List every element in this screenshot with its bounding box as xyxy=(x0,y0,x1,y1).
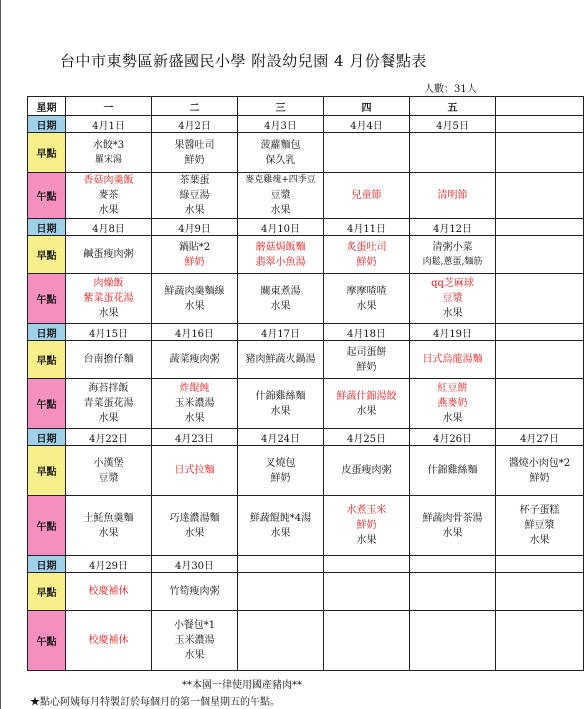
menu-item: 清明節 xyxy=(437,190,468,201)
date-row xyxy=(28,429,584,446)
menu-item: 保久乳 xyxy=(265,154,296,166)
lunch-row xyxy=(28,173,584,219)
menu-item: 水果 xyxy=(356,535,377,546)
snack-row xyxy=(28,133,584,173)
lunch-cell xyxy=(410,173,496,219)
date-cell: 4月1日 xyxy=(66,116,152,133)
snack-row xyxy=(28,446,584,496)
lunch-cell xyxy=(324,379,410,429)
menu-item: 豆漿 xyxy=(270,190,291,201)
menu-item: 羅宋湯 xyxy=(94,154,122,165)
menu-item: 水果 xyxy=(356,405,377,417)
snack-cell xyxy=(410,341,496,379)
lunch-row xyxy=(28,496,584,556)
menu-item: 鮮蔬肉羹麵線 xyxy=(164,285,225,297)
menu-item: 玉米濃湯 xyxy=(174,635,215,646)
lunch-cell xyxy=(238,173,324,219)
snack-cell xyxy=(238,573,324,611)
menu-item: 水果 xyxy=(270,205,291,216)
menu-item: 水果 xyxy=(184,300,205,312)
menu-item: 校慶補休 xyxy=(88,586,129,597)
menu-item: 翡翠小魚湯 xyxy=(255,256,306,268)
date-cell: 4月8日 xyxy=(66,219,152,236)
snack-cell xyxy=(324,236,410,274)
menu-item: 水果 xyxy=(98,527,119,539)
snack-row xyxy=(28,573,584,611)
menu-item: qq芝麻球 xyxy=(431,278,474,289)
date-row xyxy=(28,556,584,573)
menu-item: 土魠魚羹麵 xyxy=(83,512,134,524)
menu-item: 鮮奶 xyxy=(184,256,205,268)
date-row xyxy=(28,324,584,341)
menu-item: 校慶補休 xyxy=(88,635,129,646)
footnote-special: ★點心阿姨每月特製訂於每個月的第一個星期五的午點。 xyxy=(30,697,280,708)
date-label: 日期 xyxy=(28,556,66,573)
menu-item: 水煮玉米 xyxy=(346,505,387,516)
lunch-label: 午點 xyxy=(28,173,66,219)
corner-cell: 星期 xyxy=(28,97,66,116)
menu-item: 日式拉麵 xyxy=(174,465,215,476)
snack-cell xyxy=(324,341,410,379)
menu-item: 蔬菜瘦肉粥 xyxy=(169,354,220,365)
snack-cell xyxy=(324,133,410,173)
weekday-mon: 一 xyxy=(66,97,152,116)
menu-item: 鮮蔬肉骨茶湯 xyxy=(422,512,483,524)
menu-item: 水果 xyxy=(356,300,377,312)
lunch-cell xyxy=(324,496,410,556)
lunch-cell xyxy=(152,496,238,556)
lunch-cell xyxy=(410,379,496,429)
lunch-row xyxy=(28,274,584,324)
menu-item: 綠豆湯 xyxy=(179,190,210,201)
date-cell: 4月29日 xyxy=(66,556,152,573)
snack-cell xyxy=(410,236,496,274)
snack-cell xyxy=(66,573,152,611)
lunch-cell xyxy=(152,611,238,671)
date-label: 日期 xyxy=(28,219,66,236)
menu-item: 水果 xyxy=(442,308,463,319)
menu-item: 燕麥奶 xyxy=(437,398,468,409)
lunch-label: 午點 xyxy=(28,496,66,556)
lunch-cell xyxy=(496,173,584,219)
menu-item: 水果 xyxy=(270,405,291,417)
snack-cell xyxy=(238,446,324,496)
menu-item: 水果 xyxy=(184,413,205,424)
lunch-cell xyxy=(66,496,152,556)
menu-item: 摩摩喳喳 xyxy=(346,285,387,297)
menu-item: 麥茶 xyxy=(98,190,119,201)
menu-item: 台南擔仔麵 xyxy=(83,354,134,365)
meal-table xyxy=(27,96,584,671)
date-cell: 4月16日 xyxy=(152,324,238,341)
menu-item: 竹筍瘦肉粥 xyxy=(169,586,220,597)
date-cell: 4月2日 xyxy=(152,116,238,133)
menu-item: 蘑菇焗飯麵 xyxy=(255,241,306,253)
date-cell: 4月5日 xyxy=(410,116,496,133)
snack-cell xyxy=(496,573,584,611)
menu-item: 青菜蛋花湯 xyxy=(83,398,134,409)
lunch-cell xyxy=(410,611,496,671)
menu-item: 水餃*3 xyxy=(92,139,125,151)
menu-item: 水果 xyxy=(184,650,205,661)
footnote-pork: **本園一律使用國產豬肉** xyxy=(182,680,302,691)
date-cell: 4月12日 xyxy=(410,219,496,236)
menu-item: 鮮蔬什錦湯餃 xyxy=(336,390,397,402)
date-cell: 4月4日 xyxy=(324,116,410,133)
menu-item: 鮮奶 xyxy=(184,154,205,166)
lunch-cell xyxy=(152,274,238,324)
menu-item: 水果 xyxy=(529,535,550,546)
menu-item: 鹹蛋瘦肉粥 xyxy=(83,249,134,260)
menu-item: 鮮奶 xyxy=(356,520,377,531)
snack-label: 早點 xyxy=(28,133,66,173)
menu-item: 炙蛋吐司 xyxy=(346,241,387,253)
snack-cell xyxy=(410,133,496,173)
menu-item: 關東煮湯 xyxy=(260,285,301,297)
date-cell: 4月9日 xyxy=(152,219,238,236)
menu-item: 清粥小菜 xyxy=(432,241,473,253)
lunch-label: 午點 xyxy=(28,611,66,671)
lunch-cell xyxy=(324,611,410,671)
date-row xyxy=(28,219,584,236)
menu-item: 肉鬆,蔥蛋,麵筋 xyxy=(422,256,483,267)
snack-row xyxy=(28,341,584,379)
date-cell: 4月19日 xyxy=(410,324,496,341)
date-cell: 4月25日 xyxy=(324,429,410,446)
snack-cell xyxy=(152,236,238,274)
snack-cell xyxy=(66,236,152,274)
page-title: 台中市東勢區新盛國民小學 附設幼兒園 4 月份餐點表 xyxy=(60,52,427,70)
weekday-wed: 三 xyxy=(238,97,324,116)
menu-item: 水果 xyxy=(98,308,119,319)
snack-cell xyxy=(152,573,238,611)
lunch-label: 午點 xyxy=(28,274,66,324)
page-left-border xyxy=(0,0,1,709)
menu-item: 小漢堡 xyxy=(93,457,124,469)
snack-label: 早點 xyxy=(28,446,66,496)
lunch-cell xyxy=(324,173,410,219)
menu-item: 鮮奶 xyxy=(270,472,291,484)
snack-cell xyxy=(496,133,584,173)
snack-cell xyxy=(238,341,324,379)
date-cell xyxy=(496,116,584,133)
menu-item: 起司蛋餅 xyxy=(346,346,387,358)
snack-cell xyxy=(66,341,152,379)
snack-row xyxy=(28,236,584,274)
date-cell: 4月22日 xyxy=(66,429,152,446)
menu-item: 水果 xyxy=(184,527,205,539)
weekday-tue: 二 xyxy=(152,97,238,116)
menu-item: 叉燒包 xyxy=(265,457,296,469)
menu-item: 豬肉鮮蔬火鍋湯 xyxy=(245,354,316,365)
date-cell xyxy=(238,556,324,573)
menu-item: 肉燥飯 xyxy=(93,278,124,289)
snack-cell xyxy=(496,446,584,496)
date-cell xyxy=(496,219,584,236)
date-cell xyxy=(324,556,410,573)
snack-cell xyxy=(324,446,410,496)
menu-item: 海苔拌飯 xyxy=(88,383,129,394)
lunch-cell xyxy=(66,379,152,429)
snack-cell xyxy=(496,236,584,274)
snack-cell xyxy=(410,446,496,496)
headcount: 人數：31人 xyxy=(424,84,477,95)
lunch-cell xyxy=(410,496,496,556)
menu-item: 皮蛋瘦肉粥 xyxy=(341,465,392,476)
menu-item: 鮮蔬餛飩*4湯 xyxy=(249,512,312,524)
lunch-cell xyxy=(496,274,584,324)
menu-item: 兒童節 xyxy=(351,190,382,201)
menu-item: 鮮奶 xyxy=(529,472,550,484)
menu-item: 杯子蛋糕 xyxy=(519,505,560,516)
date-cell: 4月3日 xyxy=(238,116,324,133)
lunch-cell xyxy=(324,274,410,324)
date-cell: 4月15日 xyxy=(66,324,152,341)
menu-item: 鍋貼*2 xyxy=(178,241,211,253)
lunch-cell xyxy=(410,274,496,324)
menu-item: 水果 xyxy=(98,205,119,216)
menu-item: 鮮奶 xyxy=(356,256,377,268)
snack-cell xyxy=(410,573,496,611)
lunch-cell xyxy=(152,173,238,219)
lunch-cell xyxy=(238,611,324,671)
menu-item: 水果 xyxy=(98,413,119,424)
lunch-cell xyxy=(66,173,152,219)
extra-column-header xyxy=(496,97,584,116)
menu-item: 茶葉蛋 xyxy=(179,175,210,186)
menu-item: 麥克雞塊+四季豆 xyxy=(245,175,316,185)
snack-cell xyxy=(66,133,152,173)
menu-item: 玉米濃湯 xyxy=(174,398,215,409)
date-label: 日期 xyxy=(28,116,66,133)
date-label: 日期 xyxy=(28,429,66,446)
menu-item: 豆漿 xyxy=(98,472,119,484)
menu-item: 果醬吐司 xyxy=(174,139,215,151)
date-cell xyxy=(410,556,496,573)
menu-item: 水果 xyxy=(442,413,463,424)
date-cell: 4月27日 xyxy=(496,429,584,446)
menu-item: 豆漿 xyxy=(442,293,463,304)
date-cell xyxy=(496,556,584,573)
date-cell: 4月18日 xyxy=(324,324,410,341)
menu-item: 巧達濃湯麵 xyxy=(169,512,220,524)
lunch-cell xyxy=(496,379,584,429)
snack-cell xyxy=(238,236,324,274)
menu-item: 炸餛飩 xyxy=(179,383,210,394)
date-cell xyxy=(496,324,584,341)
menu-item: 什錦雞絲麵 xyxy=(427,465,478,476)
menu-item: 紅豆餅 xyxy=(437,383,468,394)
weekday-fri: 五 xyxy=(410,97,496,116)
menu-item: 日式烏龍湯麵 xyxy=(422,354,483,365)
menu-item: 水果 xyxy=(270,527,291,539)
lunch-cell xyxy=(238,274,324,324)
date-cell: 4月17日 xyxy=(238,324,324,341)
menu-item: 小餐包*1 xyxy=(173,620,216,631)
menu-item: 水果 xyxy=(270,300,291,312)
lunch-cell xyxy=(238,496,324,556)
lunch-cell xyxy=(152,379,238,429)
date-cell: 4月23日 xyxy=(152,429,238,446)
date-cell: 4月11日 xyxy=(324,219,410,236)
menu-item: 醬燒小肉包*2 xyxy=(508,457,571,469)
lunch-row xyxy=(28,611,584,671)
menu-item: 水果 xyxy=(442,527,463,539)
menu-item: 菠蘿麵包 xyxy=(260,139,301,151)
snack-cell xyxy=(496,341,584,379)
snack-label: 早點 xyxy=(28,573,66,611)
date-cell: 4月24日 xyxy=(238,429,324,446)
lunch-cell xyxy=(66,611,152,671)
lunch-cell xyxy=(66,274,152,324)
snack-cell xyxy=(152,446,238,496)
date-cell: 4月10日 xyxy=(238,219,324,236)
lunch-label: 午點 xyxy=(28,379,66,429)
lunch-row xyxy=(28,379,584,429)
date-cell: 4月26日 xyxy=(410,429,496,446)
snack-cell xyxy=(238,133,324,173)
snack-label: 早點 xyxy=(28,236,66,274)
lunch-cell xyxy=(496,496,584,556)
snack-cell xyxy=(152,133,238,173)
lunch-cell xyxy=(238,379,324,429)
header-row xyxy=(28,97,584,116)
snack-cell xyxy=(152,341,238,379)
date-row xyxy=(28,116,584,133)
snack-cell xyxy=(324,573,410,611)
lunch-cell xyxy=(496,611,584,671)
menu-item: 香菇肉羹飯 xyxy=(83,175,134,186)
date-cell: 4月30日 xyxy=(152,556,238,573)
date-label: 日期 xyxy=(28,324,66,341)
menu-item: 紫菜蛋花湯 xyxy=(83,293,134,304)
menu-item: 什錦雞絲麵 xyxy=(255,390,306,402)
weekday-thu: 四 xyxy=(324,97,410,116)
menu-item: 鮮豆漿 xyxy=(524,520,555,531)
menu-item: 水果 xyxy=(184,205,205,216)
snack-label: 早點 xyxy=(28,341,66,379)
snack-cell xyxy=(66,446,152,496)
menu-item: 鮮奶 xyxy=(356,361,377,373)
